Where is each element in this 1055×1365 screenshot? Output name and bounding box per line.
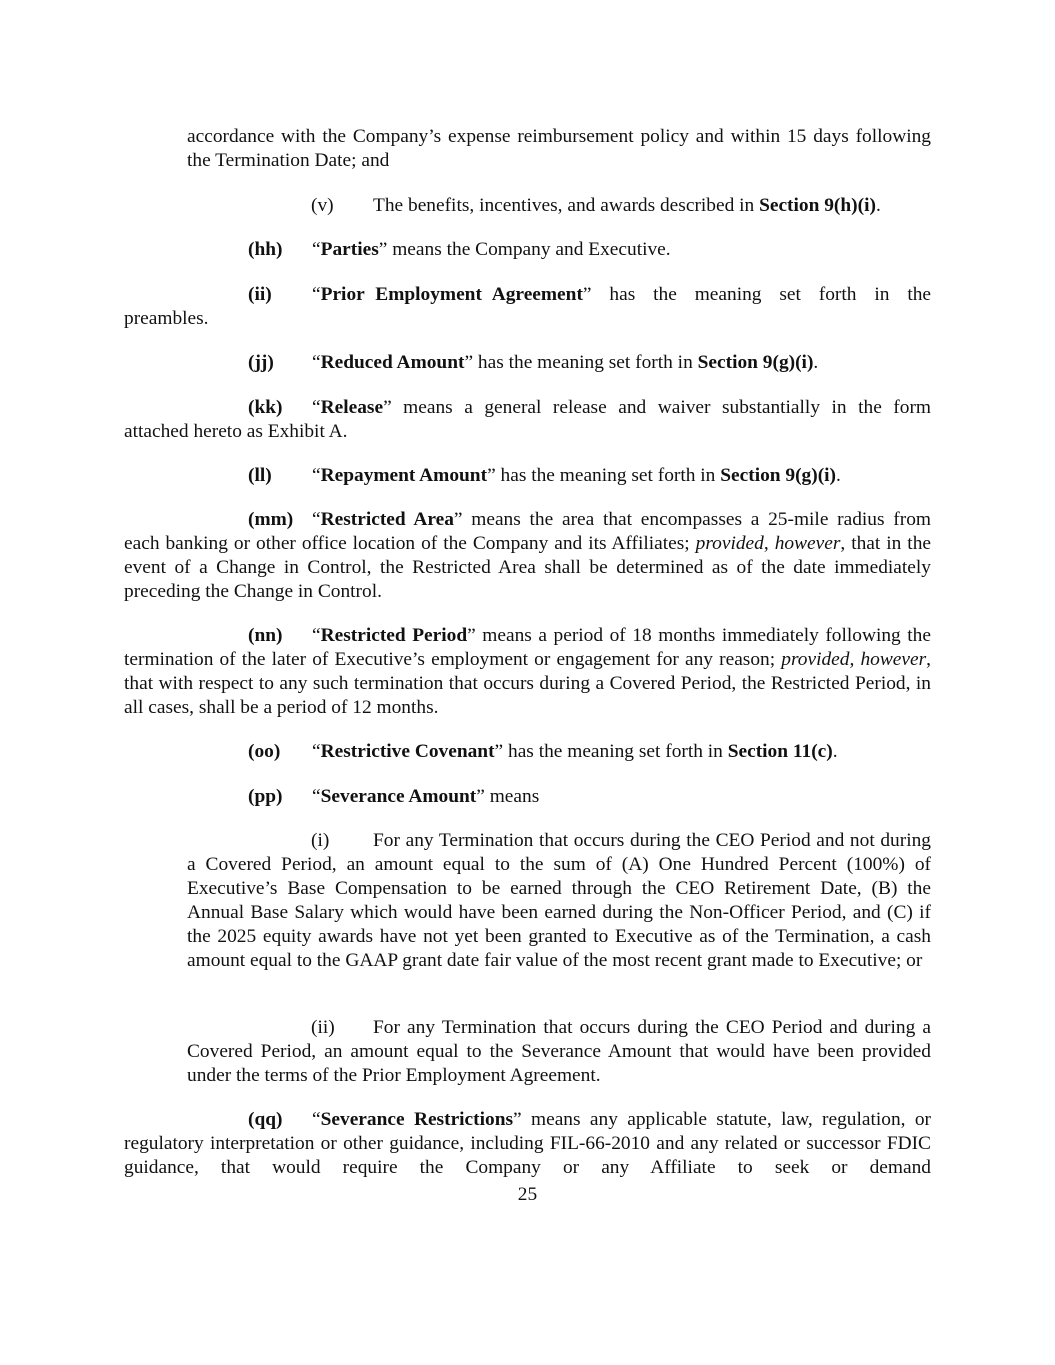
definition-text: means a period of 18 months immediately following the termination of the later of Executive’s employment or engagement for any reason; [124,625,931,670]
definition-hh [248,238,931,262]
definition-text: has the meaning set forth in [495,465,721,486]
quote-open: “ [312,284,321,305]
punctuation: , [763,533,775,554]
italic-term: provided [695,533,764,554]
section-reference: Section 11(c) [727,741,833,762]
definition-label: (ii) [248,284,272,305]
section-reference: Section 9(g)(i) [720,465,837,486]
definition-mm [124,508,931,604]
subparagraph-label: (v) [311,195,334,216]
quote-close: ” [487,465,496,486]
definition-text: , that in the event of a Change in Control, the Restricted Area shall be determined as of the date immediately preceding the Change in Control. [124,533,931,602]
definition-text: means any applicable statute, law, regulation, or regulatory interpretation or other guidance, including FIL-66-2010 and any related or successor FDIC guidance, that would require the Company or any Affiliate to seek or demand [124,1109,931,1178]
italic-term: provided, however [781,649,927,670]
quote-close: ” [513,1109,522,1130]
subparagraph-pp-ii [187,1016,931,1088]
quote-open: “ [312,625,321,646]
defined-term: Restrictive Covenant [320,741,495,762]
definition-oo [248,740,931,764]
punctuation: . [875,195,881,216]
definition-label: (mm) [248,509,294,530]
defined-term: Prior Employment Agreement [320,284,583,305]
defined-term: Severance Restrictions [320,1109,514,1130]
quote-open: “ [312,352,321,373]
defined-term: Severance Amount [320,786,477,807]
definition-pp [248,785,931,809]
definition-qq [124,1108,931,1180]
definition-label: (oo) [248,741,281,762]
quote-open: “ [312,509,321,530]
definition-label: (ll) [248,465,272,486]
section-reference: Section 9(g)(i) [697,352,814,373]
definition-label: (nn) [248,625,283,646]
quote-close: ” [453,509,463,530]
quote-open: “ [312,741,321,762]
quote-open: “ [312,397,321,418]
subparagraph-text: The benefits, incentives, and awards described in [373,195,760,216]
defined-term: Parties [320,239,379,260]
defined-term: Restricted Area [320,509,454,530]
definition-kk [124,396,931,444]
subparagraph-v [311,194,951,218]
definition-text: , that with respect to any such termination that occurs during a Covered Period, the Restricted Period, in all cases, shall be a period of 12 months. [124,649,932,718]
quote-open: “ [312,786,321,807]
paragraph-continuation [187,125,931,173]
quote-open: “ [312,1109,321,1130]
definition-label: (qq) [248,1109,283,1130]
quote-close: ” [467,625,476,646]
quote-close: ” [494,741,504,762]
quote-close: ” [464,352,474,373]
quote-close: ” [383,397,392,418]
definition-text: means the Company and Executive. [387,239,671,260]
definition-text: has the meaning set forth in the preambles. [124,284,932,329]
section-reference: Section 9(h)(i) [759,195,876,216]
definition-ii [124,283,931,331]
definition-label: (jj) [248,352,274,373]
subparagraph-label: (ii) [311,1017,335,1038]
defined-term: Release [320,397,384,418]
definition-label: (kk) [248,397,283,418]
definition-jj [248,351,931,375]
defined-term: Restricted Period [320,625,468,646]
punctuation: . [813,352,819,373]
definition-text: means [484,786,540,807]
quote-open: “ [312,239,321,260]
definition-text: means the area that encompasses a 25-mile radius from each banking or other office location of the Company and its Affiliates; [124,509,931,554]
definition-ll [248,464,931,488]
subparagraph-pp-i [187,829,931,973]
subparagraph-text: For any Termination that occurs during the CEO Period and during a Covered Period, an amount equal to the Severance Amount that would have been provided under the terms of the Prior Employment Agreement. [187,1017,931,1086]
definition-text: has the meaning set forth in [473,352,698,373]
quote-close: ” [582,284,592,305]
quote-open: “ [312,465,321,486]
definition-text: has the meaning set forth in [503,741,728,762]
defined-term: Repayment Amount [320,465,488,486]
definition-text: means a general release and waiver substantially in the form attached hereto as Exhibit A. [124,397,931,442]
paragraph-text: accordance with the Company’s expense reimbursement policy and within 15 days following the Termination Date; and [187,126,931,171]
page-number: 25 [517,1184,538,1205]
definition-nn [124,624,931,720]
punctuation: . [836,465,841,486]
subparagraph-text: For any Termination that occurs during the CEO Period and not during a Covered Period, an amount equal to the sum of (A) One Hundred Percent (100%) of Executive’s Base Compensation to be earned through the CEO Retirement Date, (B) the Annual Base Salary which would have been earned during the Non-Officer Period, and (C) if the 2025 equity awards have not yet been granted to Executive as of the Termination, a cash amount equal to the GAAP grant date fair value of the most recent grant made to Executive; or [187,830,931,971]
quote-close: ” [378,239,388,260]
italic-term: however [774,533,841,554]
subparagraph-label: (i) [311,830,330,851]
definition-label: (hh) [248,239,283,260]
definition-label: (pp) [248,786,283,807]
quote-close: ” [476,786,485,807]
defined-term: Reduced Amount [320,352,465,373]
punctuation: . [832,741,838,762]
